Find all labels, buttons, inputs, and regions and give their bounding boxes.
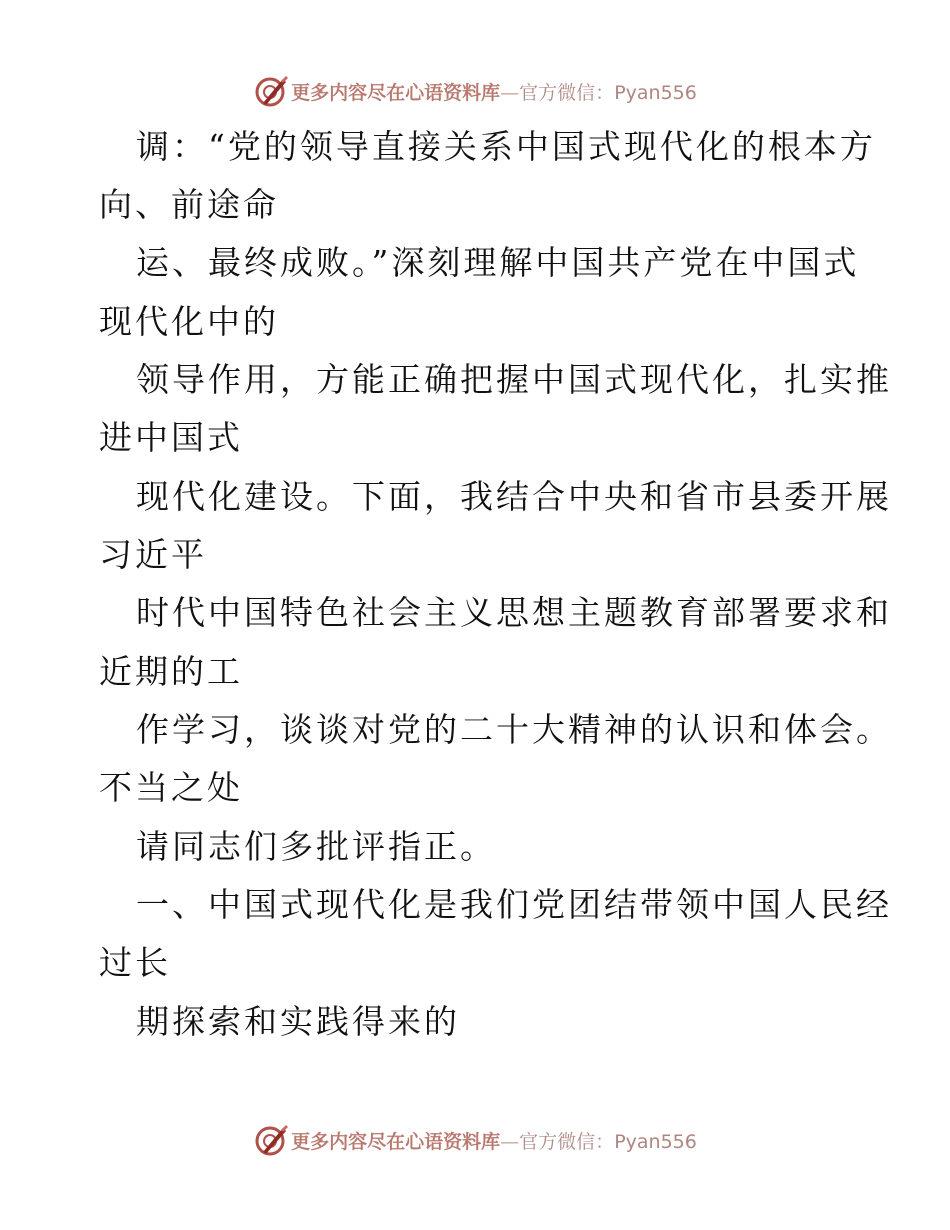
- watermark-wechat-id: Pyan556: [614, 81, 697, 104]
- pen-logo-icon: [253, 1122, 289, 1158]
- watermark-separator: —: [500, 81, 520, 104]
- watermark-main-text: 更多内容尽在心语资料库: [291, 81, 501, 104]
- text-line: 时代中国特色社会主义思想主题教育部署要求和: [136, 593, 892, 632]
- text-line: 现代化中的: [99, 302, 279, 341]
- text-line: 向、前途命: [99, 185, 279, 224]
- watermark-wechat-label: 官方微信：: [519, 81, 615, 104]
- text-line: 领导作用，方能正确把握中国式现代化，扎实推: [136, 360, 892, 399]
- text-line: 一、中国式现代化是我们党团结带领中国人民经: [136, 885, 892, 924]
- watermark-separator: —: [500, 1130, 520, 1153]
- text-line: 期探索和实践得来的: [136, 1002, 460, 1041]
- text-line: 现代化建设。下面，我结合中央和省市县委开展: [136, 477, 892, 516]
- text-line: 调：“党的领导直接关系中国式现代化的根本方: [136, 127, 876, 166]
- text-line: 习近平: [99, 535, 207, 574]
- text-line: 近期的工: [99, 652, 243, 691]
- text-line: 请同志们多批评指正。: [136, 827, 496, 866]
- text-line: 作学习，谈谈对党的二十大精神的认识和体会。: [136, 710, 892, 749]
- text-line: 运、最终成败。”深刻理解中国共产党在中国式: [136, 243, 860, 282]
- footer-watermark: [0, 1120, 950, 1160]
- watermark-main-text: 更多内容尽在心语资料库: [291, 1130, 501, 1153]
- text-line: 不当之处: [99, 768, 243, 807]
- watermark-wechat-label: 官方微信：: [519, 1130, 615, 1153]
- text-line: 过长: [99, 943, 171, 982]
- watermark-wechat-id: Pyan556: [614, 1130, 697, 1153]
- text-line: 进中国式: [99, 418, 243, 457]
